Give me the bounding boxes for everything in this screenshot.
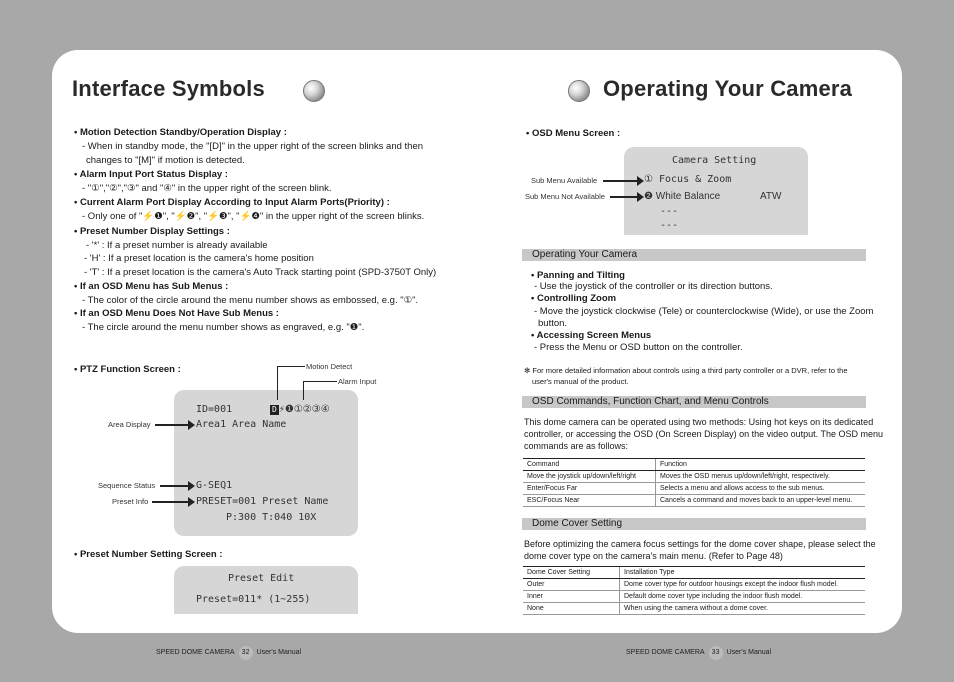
section-header: Operating Your Camera bbox=[522, 249, 866, 261]
table-cell: Selects a menu and allows access to the sub menus. bbox=[656, 483, 866, 495]
bullet-text: button. bbox=[538, 318, 568, 329]
footer-right: SPEED DOME CAMERA 33 User's Manual bbox=[626, 646, 771, 660]
table-header-row bbox=[523, 567, 865, 579]
table-row bbox=[523, 471, 865, 483]
callout-preset-info: Preset Info bbox=[112, 497, 149, 506]
table-header: Installation Type bbox=[620, 567, 866, 579]
table-header: Dome Cover Setting bbox=[523, 567, 620, 579]
callout-alarm-input: Alarm Input bbox=[338, 377, 377, 386]
table-cell: Dome cover type for outdoor housings except the indoor flush model. bbox=[620, 579, 866, 591]
bullet-text: - When in standby mode, the "[D]" in the upper right of the screen blinks and then bbox=[82, 141, 424, 152]
arrow-icon bbox=[610, 196, 638, 198]
osd-screen-title: Camera Setting bbox=[672, 155, 757, 166]
table-cell: None bbox=[523, 603, 620, 615]
bullet-text: - 'H' : If a preset location is the camera's home position bbox=[84, 253, 314, 264]
page-number: 32 bbox=[239, 646, 253, 660]
motion-detect-icon: D bbox=[272, 405, 277, 414]
bullet-text: - 'T' : If a preset location is the camera's Auto Track starting point (SPD-3750T Only) bbox=[84, 267, 437, 278]
bullet-text: changes to "[M]" if motion is detected. bbox=[86, 155, 245, 166]
arrow-icon bbox=[603, 180, 638, 182]
osd-item-focus-zoom: ① Focus & Zoom bbox=[644, 174, 732, 185]
table-cell: Inner bbox=[523, 591, 620, 603]
section-header: OSD Commands, Function Chart, and Menu Controls bbox=[522, 396, 866, 408]
note-text: user's manual of the product. bbox=[532, 377, 629, 386]
bullet-heading: • Motion Detection Standby/Operation Display : bbox=[74, 127, 287, 138]
bullet-text: - Only one of "⚡❶", "⚡❷", "⚡❸", "⚡❹" in the upper right of the screen blinks. bbox=[82, 211, 425, 222]
ptz-sequence: G-SEQ1 bbox=[196, 480, 233, 491]
paragraph: This dome camera can be operated using two methods: Using hot keys on its dedicated bbox=[524, 417, 874, 427]
bullet-text: - "①","②","③" and "④" in the upper right of the screen blink. bbox=[82, 183, 332, 194]
ptz-status-symbols: D ⚡❶①②③④ bbox=[272, 404, 330, 415]
preset-screen-title: Preset Edit bbox=[228, 573, 295, 584]
bullet-heading: • Panning and Tilting bbox=[531, 270, 625, 281]
table-cell: Move the joystick up/down/left/right bbox=[523, 471, 656, 483]
osd-heading: • OSD Menu Screen : bbox=[526, 128, 621, 139]
table-row bbox=[523, 591, 865, 603]
osd-dash: --- bbox=[660, 206, 679, 217]
bullet-text: - Press the Menu or OSD button on the controller. bbox=[534, 342, 743, 353]
ptz-preset: PRESET=001 Preset Name bbox=[196, 496, 329, 507]
title-sphere-icon bbox=[303, 80, 325, 102]
ptz-position: P:300 T:040 10X bbox=[226, 512, 317, 523]
table-cell: Default dome cover type including the indoor flush model. bbox=[620, 591, 866, 603]
callout-line bbox=[277, 366, 278, 400]
table-header: Function bbox=[656, 459, 866, 471]
table-row bbox=[523, 603, 865, 615]
table-cell: ESC/Focus Near bbox=[523, 495, 656, 507]
osd-screen bbox=[624, 147, 808, 235]
section-header: Dome Cover Setting bbox=[522, 518, 866, 530]
callout-sub-available: Sub Menu Available bbox=[531, 176, 598, 185]
osd-item-value: ATW bbox=[760, 191, 782, 202]
table-row bbox=[523, 483, 865, 495]
preset-screen-value: Preset=011* (1~255) bbox=[196, 594, 311, 605]
note-text: ✻ For more detailed information about controls using a third party controller or a DVR, refer to the bbox=[524, 366, 848, 375]
table-header: Command bbox=[523, 459, 656, 471]
bullet-text: - The circle around the menu number shows as engraved, e.g. "❶". bbox=[82, 322, 365, 333]
bullet-heading: • Alarm Input Port Status Display : bbox=[74, 169, 228, 180]
footer-left: SPEED DOME CAMERA 32 User's Manual bbox=[156, 646, 301, 660]
bullet-heading: • If an OSD Menu has Sub Menus : bbox=[74, 281, 229, 292]
ptz-id: ID=001 bbox=[196, 404, 233, 415]
callout-line bbox=[277, 366, 305, 367]
ptz-screen bbox=[174, 390, 358, 536]
callout-sub-not-available: Sub Menu Not Available bbox=[525, 192, 605, 201]
arrow-icon bbox=[155, 424, 189, 426]
page-title-right: Operating Your Camera bbox=[603, 76, 853, 101]
bullet-heading: • Preset Number Display Settings : bbox=[74, 226, 230, 237]
table-cell: Enter/Focus Far bbox=[523, 483, 656, 495]
paragraph: commands are as follows: bbox=[524, 441, 629, 451]
title-sphere-icon bbox=[568, 80, 590, 102]
ptz-heading: • PTZ Function Screen : bbox=[74, 364, 181, 375]
callout-line bbox=[303, 381, 304, 400]
paragraph: Before optimizing the camera focus settings for the dome cover shape, please select the bbox=[524, 539, 876, 549]
table-row bbox=[523, 579, 865, 591]
paragraph: dome cover type on the camera's main menu. (Refer to Page 48) bbox=[524, 551, 783, 561]
arrow-icon bbox=[152, 501, 189, 503]
osd-item-white-balance: ❷ White Balance bbox=[644, 191, 721, 202]
table-cell: Cancels a command and moves back to an upper-level menu. bbox=[656, 495, 866, 507]
ptz-area: Area1 Area Name bbox=[196, 419, 287, 430]
bullet-heading: • Controlling Zoom bbox=[531, 293, 617, 304]
command-table bbox=[523, 458, 865, 507]
bullet-text: - Move the joystick clockwise (Tele) or counterclockwise (Wide), or use the Zoom bbox=[534, 306, 874, 317]
bullet-text: - '*' : If a preset number is already available bbox=[86, 240, 268, 251]
table-cell: Outer bbox=[523, 579, 620, 591]
bullet-heading: • If an OSD Menu Does Not Have Sub Menus : bbox=[74, 308, 279, 319]
page-number: 33 bbox=[709, 646, 723, 660]
dome-cover-table bbox=[523, 566, 865, 615]
bullet-heading: • Accessing Screen Menus bbox=[531, 330, 652, 341]
osd-dash: --- bbox=[660, 220, 679, 231]
page-title-left: Interface Symbols bbox=[72, 76, 265, 101]
bullet-heading: • Current Alarm Port Display According to Input Alarm Ports(Priority) : bbox=[74, 197, 390, 208]
bullet-text: - Use the joystick of the controller or its direction buttons. bbox=[534, 281, 773, 292]
callout-motion-detect: Motion Detect bbox=[306, 362, 353, 371]
arrow-icon bbox=[160, 485, 189, 487]
preset-screen bbox=[174, 566, 358, 614]
table-header-row bbox=[523, 459, 865, 471]
preset-heading: • Preset Number Setting Screen : bbox=[74, 549, 223, 560]
table-row bbox=[523, 495, 865, 507]
callout-sequence-status: Sequence Status bbox=[98, 481, 156, 490]
callout-area-display: Area Display bbox=[108, 420, 151, 429]
table-cell: Moves the OSD menus up/down/left/right, respectively. bbox=[656, 471, 866, 483]
callout-line bbox=[303, 381, 337, 382]
table-cell: When using the camera without a dome cover. bbox=[620, 603, 866, 615]
bullet-text: - The color of the circle around the menu number shows as embossed, e.g. "①". bbox=[82, 295, 419, 306]
paragraph: controller, or accessing the OSD (On Screen Display) on the video output. The OSD menu bbox=[524, 429, 884, 439]
